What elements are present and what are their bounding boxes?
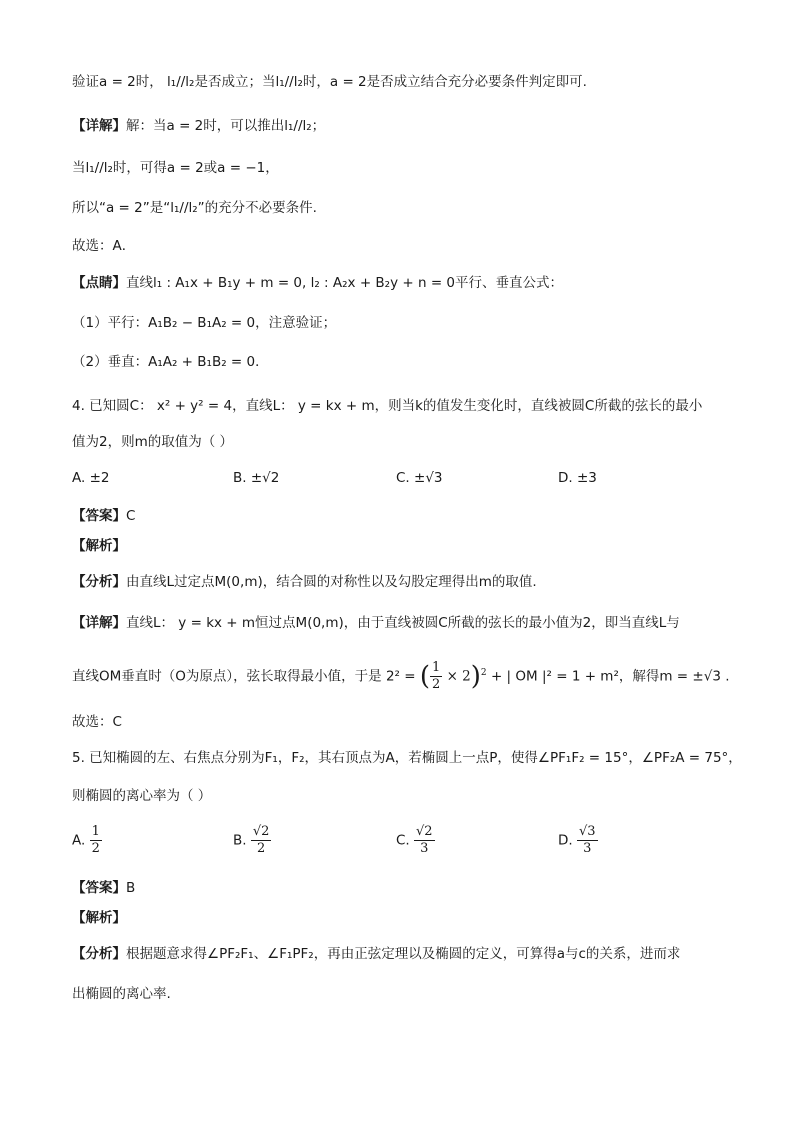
q5-analysis-tag: 【解析】 <box>72 910 126 926</box>
q5-analysis-line-1 <box>72 944 680 964</box>
q4-option-a: A. ±2 <box>72 470 110 486</box>
question-4-stem-2: 值为2，则m的取值为（ ） <box>72 434 234 450</box>
text-line-4: 所以“a = 2”是“l₁//l₂”的充分不必要条件. <box>72 200 317 216</box>
q4-detail-line-1 <box>72 613 680 633</box>
half-fraction: $\frac{1}{2}$ <box>432 660 441 692</box>
q4-analysis-sub-tag: 【分析】 <box>72 574 126 590</box>
detail-line <box>72 116 325 136</box>
q5-analysis-line-2: 出椭圆的离心率. <box>72 986 171 1002</box>
q5-option-d <box>558 824 598 857</box>
detail-tag: 【详解】 <box>72 118 126 134</box>
detail-text: 解：当a = 2时，可以推出l₁//l₂； <box>126 118 326 134</box>
right-paren: ) <box>470 661 481 692</box>
q5-option-b-label: B. <box>233 832 247 849</box>
question-4-stem: 4. 已知圆C： x² + y² = 4，直线L： y = kx + m，则当k的值发生变化时，直线被圆C所截的弦长的最小 <box>72 398 703 414</box>
q4-option-b: B. ±√2 <box>233 470 280 486</box>
q4-analysis-line <box>72 572 537 592</box>
q4-answer-tag: 【答案】 <box>72 508 126 524</box>
q5-option-c-label: C. <box>396 832 410 849</box>
q5-option-b-fraction: $\frac{√2}{2}$ <box>252 824 270 856</box>
text-line-1: 验证a = 2时， l₁//l₂是否成立；当l₁//l₂时，a = 2是否成立结合充分必要条件判定即可. <box>72 74 587 90</box>
q4-option-c: C. ±√3 <box>396 470 443 486</box>
question-5-stem-2: 则椭圆的离心率为（ ） <box>72 788 212 804</box>
choose-line: 故选：A． <box>72 238 136 254</box>
q4-answer-value: C <box>126 508 136 524</box>
q5-answer-line <box>72 878 135 898</box>
parallel-line: （1）平行：A₁B₂ − B₁A₂ = 0，注意验证； <box>72 315 337 331</box>
left-paren: ( <box>419 661 430 692</box>
q5-option-a-label: A. <box>72 832 86 849</box>
q4-detail-text-2b: + | OM |² = 1 + m²，解得m = ±√3 . <box>490 668 730 685</box>
q4-detail-text-2a: 直线OM垂直时（O为原点），弦长取得最小值，于是 2² = <box>72 668 416 685</box>
q4-answer-line <box>72 506 135 526</box>
q5-option-a-fraction: $\frac{1}{2}$ <box>91 824 100 856</box>
times-two: × 2 <box>442 668 471 685</box>
q4-analysis-tag: 【解析】 <box>72 538 126 554</box>
q5-analysis-text-1: 根据题意求得∠PF₂F₁、∠F₁PF₂，再由正弦定理以及椭圆的定义，可算得a与c的关系，进而求 <box>126 946 681 962</box>
q4-option-d: D. ±3 <box>558 470 597 486</box>
q5-answer-tag: 【答案】 <box>72 880 126 896</box>
q4-analysis-text: 由直线L过定点M(0,m)，结合圆的对称性以及勾股定理得出m的取值. <box>126 574 537 590</box>
tip-text: 直线l₁ : A₁x + B₁y + m = 0, l₂ : A₂x + B₂y + n = 0平行、垂直公式： <box>126 275 564 291</box>
q5-analysis-sub-tag: 【分析】 <box>72 946 126 962</box>
q5-option-c-fraction: $\frac{√2}{3}$ <box>416 824 433 856</box>
question-5-stem: 5. 已知椭圆的左、右焦点分别为F₁，F₂，其右顶点为A，若椭圆上一点P，使得∠PF₁F₂ = 15°，∠PF₂A = 75°， <box>72 750 742 766</box>
q4-choose-line: 故选：C <box>72 714 122 730</box>
square-exponent: 2 <box>480 668 487 678</box>
q4-detail-text-1: 直线L： y = kx + m恒过点M(0,m)，由于直线被圆C所截的弦长的最小值为2，即当直线L与 <box>126 615 680 631</box>
perpendicular-line: （2）垂直：A₁A₂ + B₁B₂ = 0． <box>72 354 269 370</box>
tip-tag: 【点睛】 <box>72 275 126 291</box>
text-line-3: 当l₁//l₂时，可得a = 2或a = −1， <box>72 160 279 176</box>
q5-option-b <box>233 824 271 857</box>
tip-line <box>72 273 563 293</box>
q5-option-d-fraction: $\frac{√3}{3}$ <box>578 824 596 856</box>
q5-answer-value: B <box>126 880 136 896</box>
q5-option-c <box>396 824 435 857</box>
q5-option-d-label: D. <box>558 832 573 849</box>
q5-option-a <box>72 824 102 857</box>
q4-detail-line-2 <box>72 655 730 695</box>
q4-detail-tag: 【详解】 <box>72 615 126 631</box>
